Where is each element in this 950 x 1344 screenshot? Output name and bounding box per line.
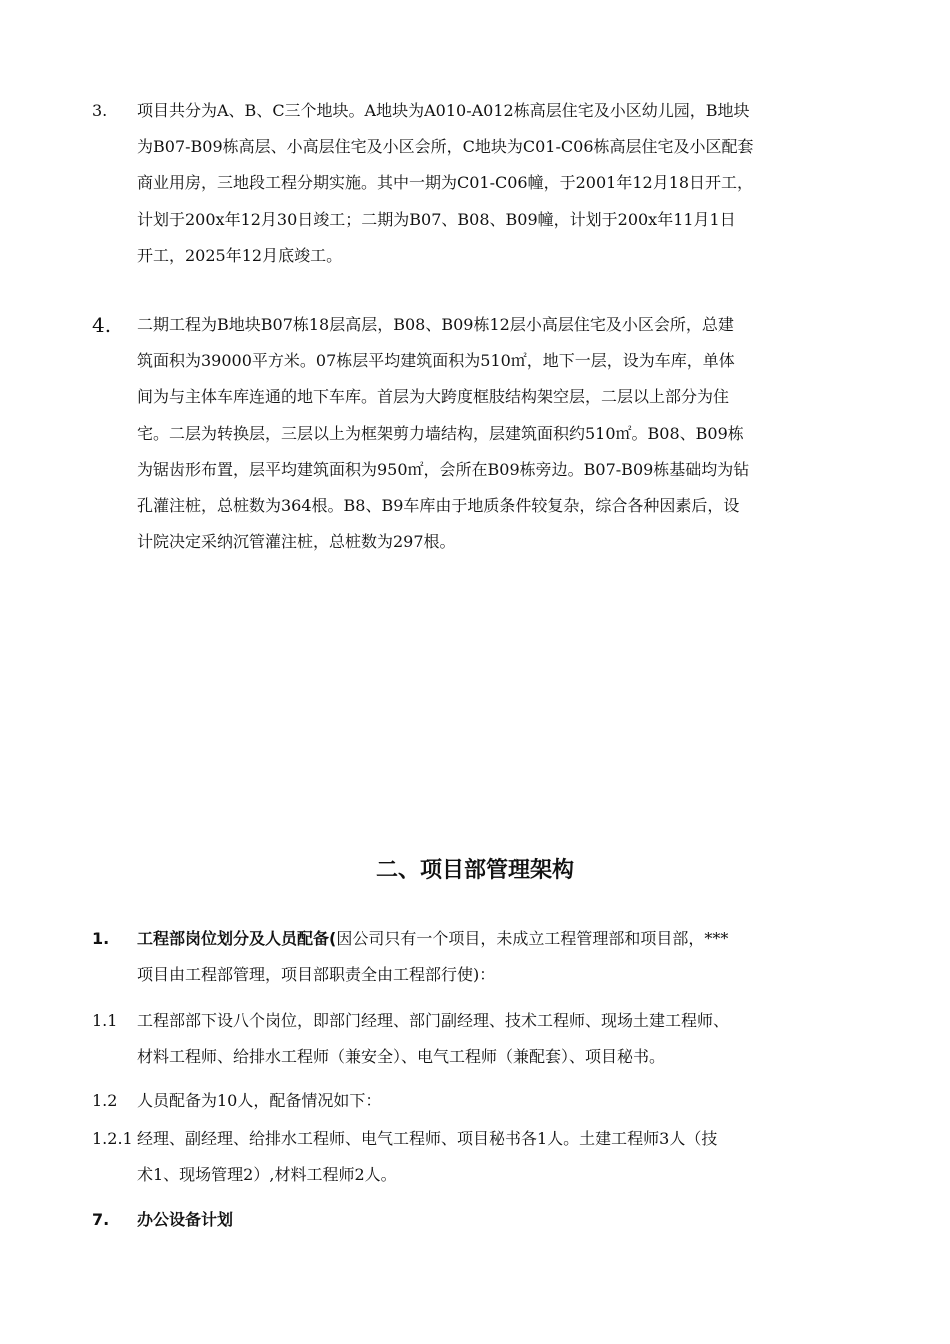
paragraph-line: 计院决定采纳沉管灌注桩，总桩数为297根。 [137,532,456,552]
paragraph-body [137,307,872,560]
section-line: 人员配备为10人，配备情况如下： [137,1091,382,1110]
paragraph-body [137,93,872,274]
paragraph-line: 为B07-B09栋高层、小高层住宅及小区会所，C地块为C01-C06栋高层住宅及小区配套 [137,137,754,157]
item-number: 4. [92,313,112,337]
section-body [137,921,872,993]
section-line: 工程部部下设八个岗位，即部门经理、部门副经理、技术工程师、现场土建工程师、 [137,1011,730,1030]
paragraph-line: 开工，2025年12月底竣工。 [137,245,343,265]
section-number: 1.2 [92,1091,118,1110]
section-note: 因公司只有一个项目，未成立工程管理部和项目部，*** [336,929,729,948]
section-body [137,1003,872,1075]
item-number: 3. [92,101,108,120]
paragraph-line: 计划于200x年12月30日竣工；二期为B07、B08、B09幢，计划于200x年11月1日 [137,209,736,229]
section-line: 术1、现场管理2）,材料工程师2人。 [137,1165,397,1185]
section-line [137,921,872,957]
section-number: 1.2.1 [92,1129,133,1148]
paragraph-line: 二期工程为B地块B07栋18层高层，B08、B09栋12层小高层住宅及小区会所，总建 [137,315,734,334]
paragraph-line: 为锯齿形布置，层平均建筑面积为950㎡，会所在B09栋旁边。B07-B09栋基础均为钻 [137,459,750,479]
paragraph-line: 筑面积为39000平方米。07栋层平均建筑面积为510㎡，地下一层，设为车库，单体 [137,351,735,371]
section-line: 材料工程师、给排水工程师（兼安全）、电气工程师（兼配套）、项目秘书。 [137,1047,666,1067]
paragraph-line: 宅。二层为转换层，三层以上为框架剪力墙结构，层建筑面积约510㎡。B08、B09栋 [137,423,744,443]
section-body [137,1121,872,1193]
section-body [137,1202,872,1238]
section-heading: 二、项目部管理架构 [375,858,574,883]
section-line: 经理、副经理、给排水工程师、电气工程师、项目秘书各1人。土建工程师3人（技 [137,1129,718,1148]
paragraph-line: 项目共分为A、B、C三个地块。A地块为A010-A012栋高层住宅及小区幼儿园，B地块 [137,101,750,120]
section-body [137,1083,872,1119]
section-number: 7. [92,1210,110,1229]
paragraph-line: 间为与主体车库连通的地下车库。首层为大跨度框肢结构架空层，二层以上部分为住 [137,387,730,407]
paragraph-line: 孔灌注桩，总桩数为364根。B8、B9车库由于地质条件较复杂，综合各种因素后，设 [137,495,740,515]
section-title: 工程部岗位划分及人员配备( [137,929,337,948]
section-title: 办公设备计划 [137,1210,234,1229]
section-line: 项目由工程部管理，项目部职责全由工程部行使)： [137,965,496,985]
section-number: 1. [92,929,110,948]
paragraph-line: 商业用房，三地段工程分期实施。其中一期为C01-C06幢，于2001年12月18日开工， [137,173,754,193]
section-number: 1.1 [92,1011,118,1030]
